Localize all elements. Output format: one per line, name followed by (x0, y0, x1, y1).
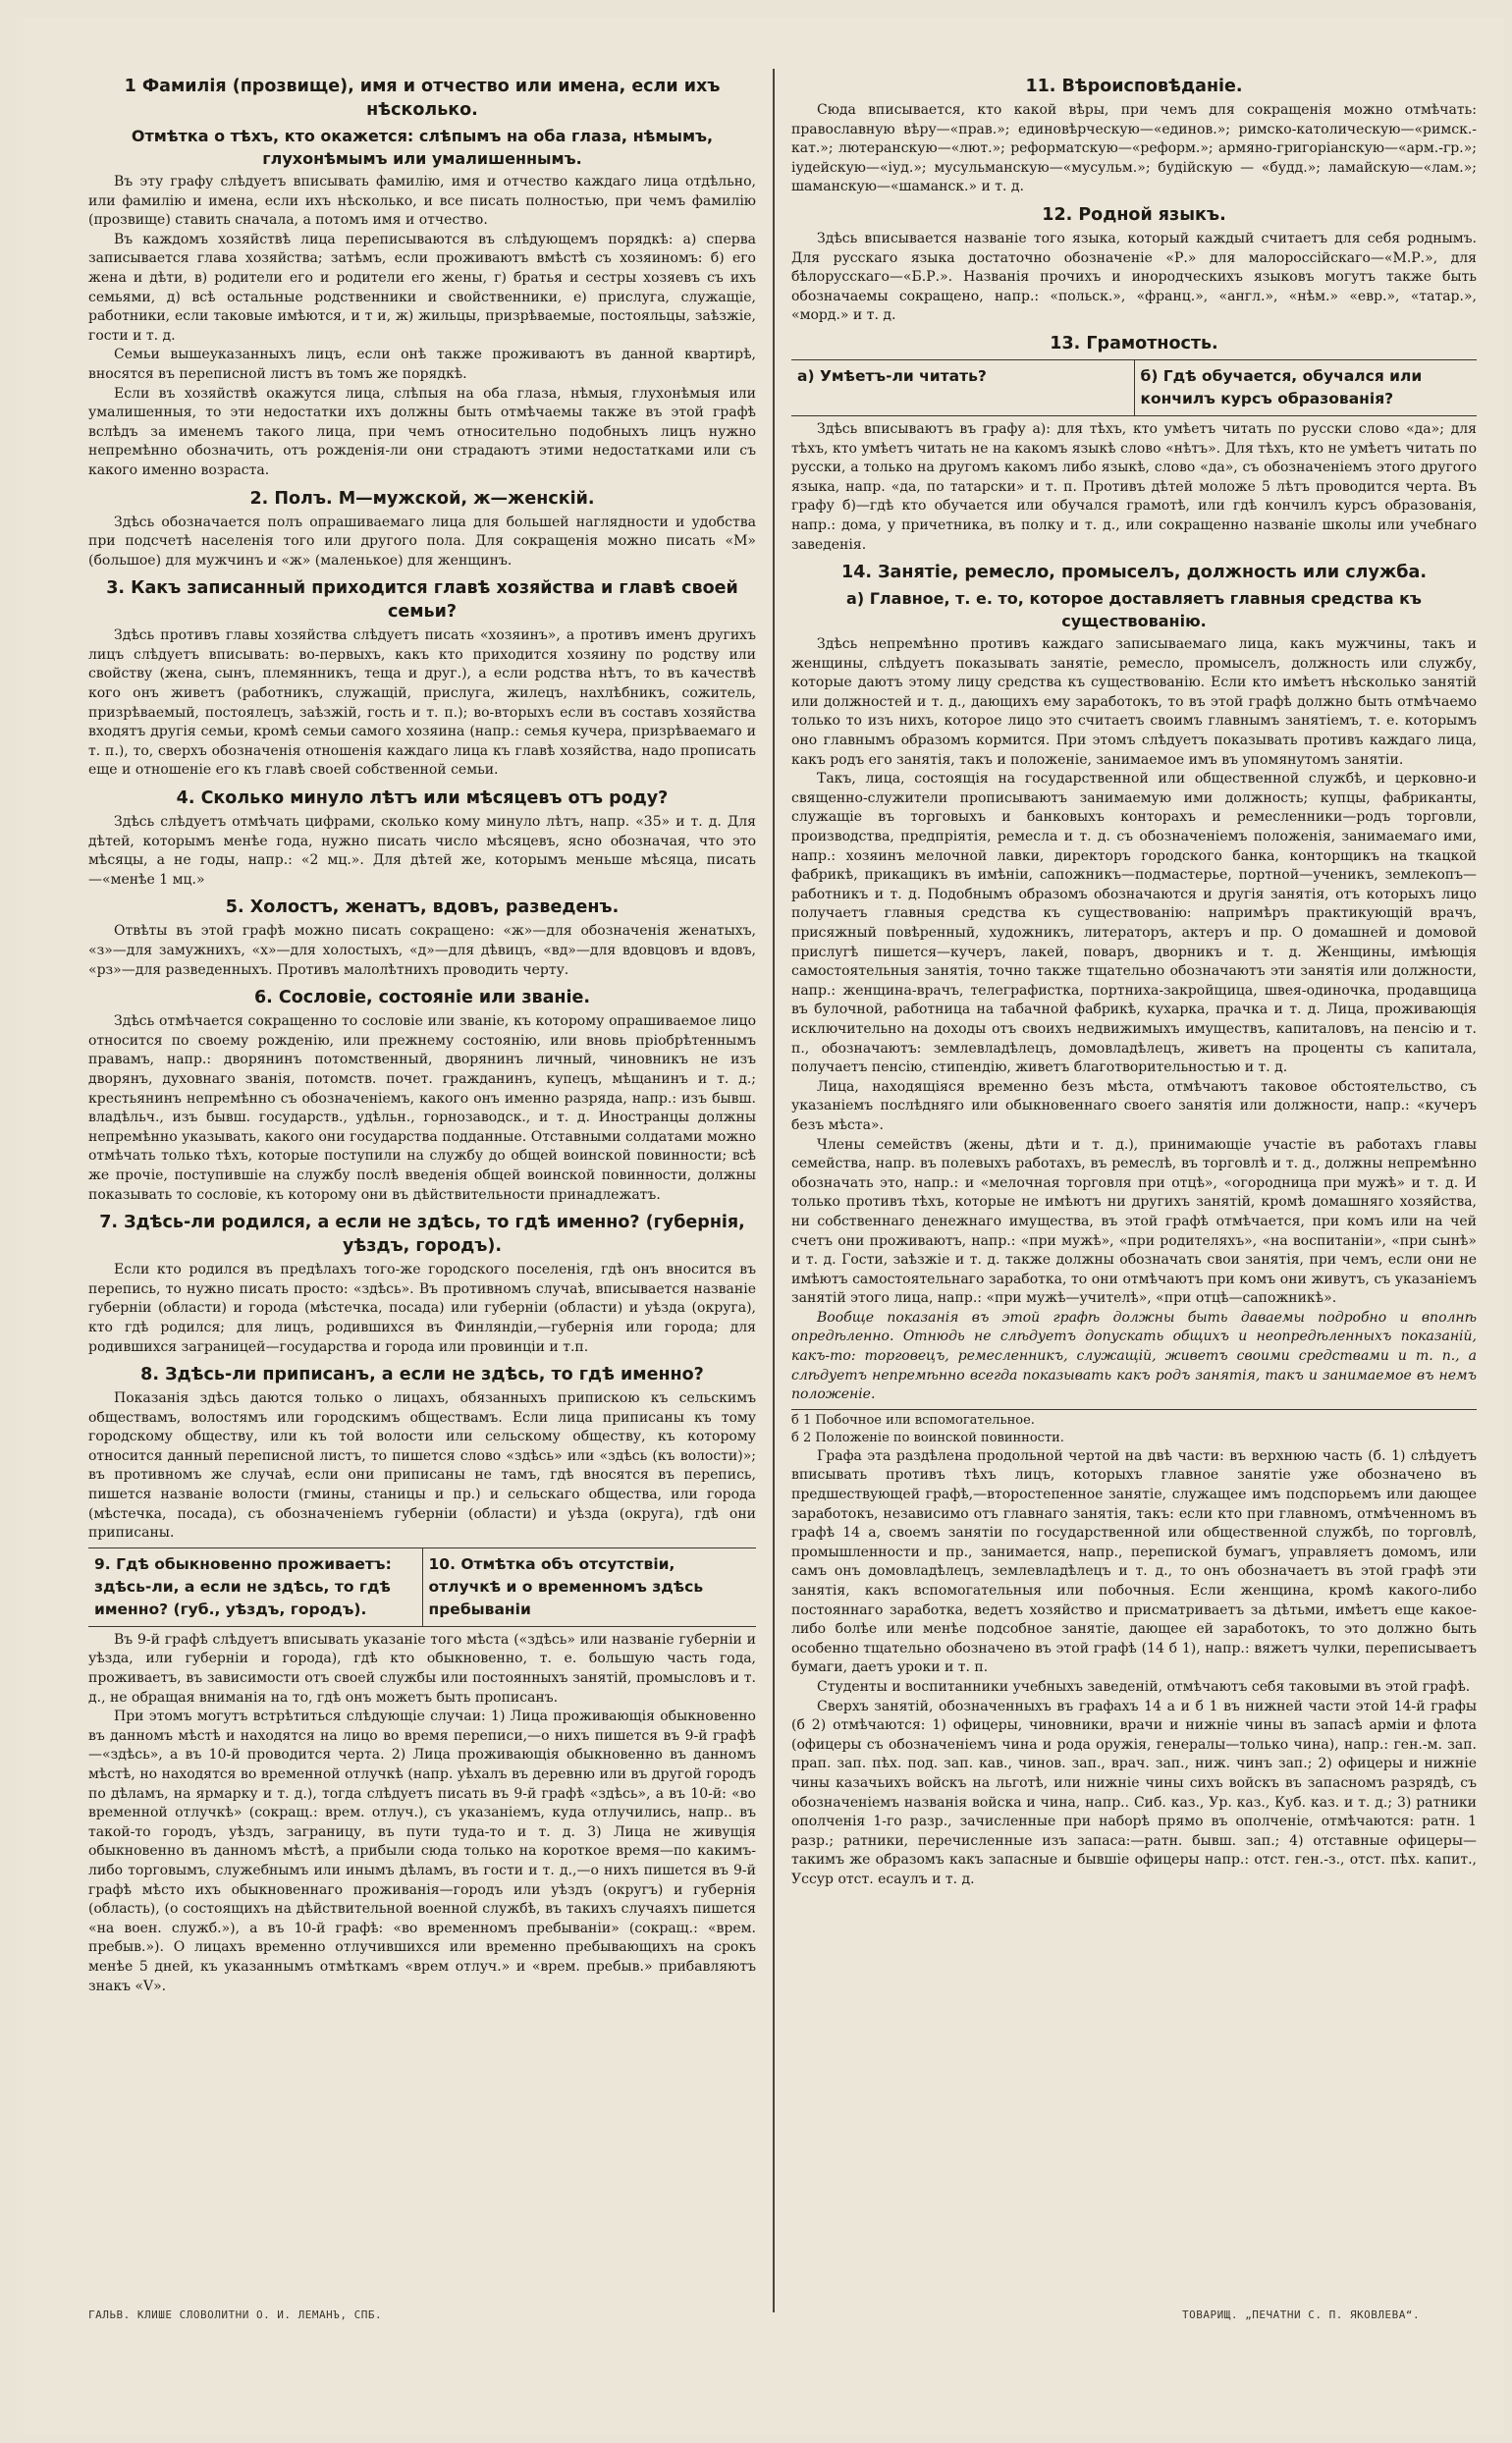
section-13b-title: б) Гдѣ обучается, обучался или кончилъ курсъ образованія? (1140, 366, 1423, 407)
section-1-paragraph: Семьи вышеуказанныхъ лицъ, если онѣ также проживаютъ въ данной квартирѣ, вносятся въ переписной листъ въ томъ же порядкѣ. (88, 347, 756, 382)
section-6-paragraph: Здѣсь отмѣчается сокращенно то сословіе или званіе, къ которому опрашиваемое лицо относится по своему рожденію, или прежнему состоянію, или вновь пріобрѣтеннымъ правамъ, напр.: дворянинъ потомственный, дворянинъ личный, чиновникъ не изъ дворянъ, духовнаго званія, потомств. почет. гражданинъ, купецъ, мѣщанинъ и т. д.; крестьянинъ непремѣнно съ обозначеніемъ, какого онъ именно разряда, напр.: изъ бывш. владѣльч., изъ бывш. государств., удѣльн., горнозаводск., и т. д. Иностранцы должны непремѣнно указывать, какого они государства подданные. Отставными солдатами можно отмѣчать только тѣхъ, которые поступили на службу до общей воинской повинности; всѣ же прочіе, поступившіе на службу послѣ введенія общей воинской повинности, должны показывать то сословіе, къ которому они въ дѣйствительности принадлежатъ. (88, 1013, 756, 1203)
section-11-title: 11. Вѣроисповѣданіе. (1025, 77, 1243, 96)
sections-9-10-header (88, 1547, 756, 1627)
section-1-title: 1 Фамилія (прозвище), имя и отчество или имена, если ихъ нѣсколько. (124, 77, 721, 120)
census-instruction-sheet (24, 18, 1504, 2435)
section-13-title: 13. Грамотность. (1050, 333, 1218, 353)
section-7-title: 7. Здѣсь-ли родился, а если не здѣсь, то гдѣ именно? (губернія, уѣздъ, городъ). (99, 1213, 745, 1257)
section-14b1-label: б 1 Побочное или вспомогательное. (791, 1409, 1477, 1430)
section-5-paragraph: Отвѣты въ этой графѣ можно писать сокращено: «ж»—для обозначенія женатыхъ, «з»—для замужнихъ, «х»—для холостыхъ, «д»—для дѣвицъ, «вд»—для вдовцовъ и вдовъ, «рз»—для разведенныхъ. Противъ малолѣтнихъ проводить черту. (88, 923, 756, 978)
section-2-paragraph: Здѣсь обозначается полъ опрашиваемаго лица для большей наглядности и удобства при подсчетѣ населенія того или другого пола. Для сокращенія можно писать «М» (большое) для мужчинъ и «ж» (маленькое) для женщинъ. (88, 514, 756, 569)
footer-printer: ТОВАРИЩ. „ПЕЧАТНИ С. П. ЯКОВЛЕВА“. (1182, 2308, 1421, 2321)
section-9-header-cell (88, 1548, 422, 1626)
section-9-paragraph: Въ 9-й графѣ слѣдуетъ вписывать указаніе того мѣста («здѣсь» или названіе губерніи и уѣзда, или губерніи и города), гдѣ кто обыкновенно, т. е. большую часть года, проживаетъ, въ зависимости отъ своей службы или постоянныхъ занятій, промысловъ и т. д., не обращая вниманія на то, гдѣ онъ можетъ быть прописанъ. (88, 1631, 756, 1706)
section-9-title: 9. Гдѣ обыкновенно проживаетъ: здѣсь-ли, а если не здѣсь, то гдѣ именно? (губ., уѣздъ, городъ). (94, 1554, 392, 1618)
column-divider (773, 69, 775, 2312)
section-12-title: 12. Родной языкъ. (1042, 204, 1226, 225)
section-2-title: 2. Полъ. М—мужской, ж—женскій. (249, 488, 595, 509)
section-13b-cell (1134, 360, 1478, 415)
section-6-title: 6. Сословіе, состояніе или званіе. (254, 988, 590, 1008)
section-1-subtitle: Отмѣтка о тѣхъ, кто окажется: слѣпымъ на оба глаза, нѣмымъ, глухонѣмымъ или умалишеннымъ. (131, 127, 714, 168)
section-13a-title: а) Умѣетъ-ли читать? (797, 366, 987, 385)
section-13-paragraph: Здѣсь вписываютъ въ графу а): для тѣхъ, кто умѣетъ читать по русски слово «да»; для тѣхъ, кто умѣетъ читать не на какомъ языкѣ слово «нѣтъ». Для тѣхъ, кто не умѣетъ читать по русски, а только на другомъ какомъ либо языкѣ, слово «да», съ обозначеніемъ этого другого языка, напр. «да, по татарски» и т. п. Противъ дѣтей моложе 5 лѣтъ проводится черта. Въ графу б)—гдѣ кто обучается или обучался грамотѣ, или гдѣ кончилъ курсъ образованія, напр.: дома, у причетника, въ полку и т. д., или сокращенно названіе школы или учебнаго заведенія. (791, 420, 1477, 553)
section-14-paragraph: Вообще показанія въ этой графѣ должны быть даваемы подробно и вполнѣ опредѣленно. Отнюдь не слѣдуетъ допускать общихъ и неопредѣленныхъ показаній, какъ-то: торговецъ, ремесленникъ, служащій, живетъ своими средствами и т. п., а слѣдуетъ непремѣнно всегда показывать какъ родъ занятія, такъ и занимаемое въ немъ положеніе. (791, 1309, 1477, 1403)
left-column (88, 69, 756, 2327)
footer-engraver: ГАЛЬВ. КЛИШЕ СЛОВОЛИТНИ О. И. ЛЕМАНЪ, СПБ. (88, 2308, 383, 2321)
section-4-title: 4. Сколько минуло лѣтъ или мѣсяцевъ отъ роду? (176, 788, 669, 809)
section-8-paragraph: Показанія здѣсь даются только о лицахъ, обязанныхъ припискою къ сельскимъ обществамъ, волостямъ или городскимъ обществамъ. Если лица приписаны къ тому городскому обществу, или къ той волости или сельскому обществу, къ которому относится данный переписной листъ, то пишется слово «здѣсь» или «здѣсь (къ волости)»; въ противномъ же случаѣ, если они приписаны не тамъ, гдѣ вносятся въ перепись, пишется названіе волости (гмины, станицы и пр.) и сельскаго общества, или города (мѣстечка, посада), съ обозначеніемъ губерніи (области) и уѣзда (округа), гдѣ они приписаны. (88, 1390, 756, 1542)
section-1-paragraph: Если въ хозяйствѣ окажутся лица, слѣпыя на оба глаза, нѣмыя, глухонѣмыя или умалишенныя, то эти недостатки ихъ должны быть отмѣчаемы также въ этой графѣ вслѣдъ за именемъ такого лица, при чемъ относительно подобныхъ лицъ нужно непремѣнно обозначить, отъ рожденія-ли они страдаютъ этими недостатками или съ какого именно возраста. (88, 385, 756, 478)
section-11-paragraph: Сюда вписывается, кто какой вѣры, при чемъ для сокращенія можно отмѣчать: православную вѣру—«прав.»; единовѣрческую—«единов.»; римско-католическую—«римск.-кат.»; лютеранскую—«лют.»; реформатскую—«реформ.»; армяно-григоріанскую—«арм.-гр.»; іудейскую—«іуд.»; мусульманскую—«мусульм.»; будійскую — «будд.»; ламайскую—«лам.»; шаманскую—«шаманск.» и т. д. (791, 102, 1477, 195)
section-14-paragraph: Такъ, лица, состоящія на государственной или общественной службѣ, и церковно-и священно-служители прописываютъ занимаемую ими должность; купцы, фабриканты, служащіе въ торговыхъ и банковыхъ конторахъ и ремесленники—родъ торговли, производства, предпріятія, ремесла и т. д. съ обозначеніемъ положенія, занимаемаго ими, напр.: хозяинъ мелочной лавки, директоръ городского банка, конторщикъ на ткацкой фабрикѣ, прикащикъ въ имѣніи, сапожникъ—подмастерье, портной—ученикъ, землекопъ—работникъ и т. д. Подобнымъ образомъ обозначаются и другія занятія, отъ которыхъ лицо получаетъ главныя средства къ существованію: напримѣръ практикующій врачъ, присяжный повѣренный, художникъ, литераторъ, актеръ и пр. О домашней и домовой прислугѣ пишется—кучеръ, лакей, поваръ, дворникъ и т. д. Женщины, имѣющія самостоятельныя занятія, точно также тщательно обозначаютъ эти занятія или должности, напр.: женщина-врачъ, телеграфистка, портниха-закройщица, швея-одиночка, продавщица въ булочной, работница на табачной фабрикѣ, кухарка, прачка и т. д. Лица, проживающія исключительно на доходы отъ своихъ недвижимыхъ имуществъ, капиталовъ, на пенсію и т. п., обозначаютъ: землевладѣлецъ, домовладѣлецъ, живетъ на проценты съ капитала, получаетъ пенсію, стипендію, живетъ благотворительностью и т. д. (791, 771, 1477, 1076)
section-4-paragraph: Здѣсь слѣдуетъ отмѣчать цифрами, сколько кому минуло лѣтъ, напр. «35» и т. д. Для дѣтей, которымъ менѣе года, нужно писать число мѣсяцевъ, ясно обозначая, что это мѣсяцы, а не годы, напр.: «2 мц.». Для дѣтей же, которымъ меньше мѣсяца, писать—«менѣе 1 мц.» (88, 814, 756, 888)
section-14a-subtitle: а) Главное, т. е. то, которое доставляетъ главныя средства къ существованію. (846, 589, 1422, 631)
section-1-paragraph: Въ каждомъ хозяйствѣ лица переписываются въ слѣдующемъ порядкѣ: а) сперва записывается глава хозяйства; затѣмъ, если проживаютъ вмѣстѣ съ хозяиномъ: б) его жена и дѣти, в) родители его и родители его жены, г) братья и сестры хозяевъ съ ихъ семьями, д) всѣ остальные родственники и свойственники, е) прислуга, служащіе, работники, если таковые имѣются, и т и, ж) жильцы, призрѣваемые, постояльцы, заѣзжіе, гости и т. д. (88, 231, 756, 344)
section-14-paragraph: Графа эта раздѣлена продольной чертой на двѣ части: въ верхнюю часть (б. 1) слѣдуетъ вписывать противъ тѣхъ лицъ, которыхъ главное занятіе уже обозначено въ предшествующей графѣ,—второстепенное занятіе, служащее имъ подспорьемъ или дающее заработокъ, независимо отъ главнаго занятія, такъ: если кто при главномъ, отмѣченномъ въ графѣ 14 а, своемъ занятіи по государственной или общественной службѣ, по торговлѣ, промышленности и пр., занимается, напр., перепиской бумагъ, управляетъ домомъ, или самъ онъ домовладѣлецъ, землевладѣлецъ и т. д., то онъ обозначаетъ въ этой графѣ эти занятія, какъ вспомогательныя или побочныя. Если женщина, кромѣ какого-либо постояннаго заработка, ведетъ хозяйство и присматриваетъ за дѣтьми, имѣетъ еще какое-либо болѣе или менѣе подсобное занятіе, дающее ей заработокъ, то это должно быть особенно тщательно обозначено въ этой графѣ (14 б 1), напр.: вяжетъ чулки, переписываетъ бумаги, даетъ уроки и т. п. (791, 1447, 1477, 1676)
section-7-paragraph: Если кто родился въ предѣлахъ того-же городского поселенія, гдѣ онъ вносится въ перепись, то нужно писать просто: «здѣсь». Въ противномъ случаѣ, вписывается названіе губерніи (области) и города (мѣстечка, посада) или губерніи (области) и уѣзда (округа), кто гдѣ родился; для лицъ, родившихся въ Финляндіи,—губернія или города; для родившихся заграницей—государства и города или провинціи и т.п. (88, 1262, 756, 1355)
section-14-paragraph: Здѣсь непремѣнно противъ каждаго записываемаго лица, какъ мужчины, такъ и женщины, слѣдуетъ показывать занятіе, ремесло, промыселъ, должность или службу, которые даютъ этому лицу средства къ существованію. Если кто имѣетъ нѣсколько занятій или должностей и т. д., дающихъ ему заработокъ, то въ этой графѣ должно быть отмѣчаемо только то изъ нихъ, которое лицо это считаетъ своимъ главнымъ занятіемъ, т. е. которымъ оно главнымъ образомъ кормится. При этомъ слѣдуетъ показывать противъ каждаго лица, какъ родъ его занятія, такъ и положеніе, занимаемое имъ въ упомянутомъ занятіи. (791, 636, 1477, 768)
section-3-paragraph: Здѣсь противъ главы хозяйства слѣдуетъ писать «хозяинъ», а противъ именъ другихъ лицъ слѣдуетъ вписывать: во-первыхъ, какъ кто приходится хозяину по родству или свойству (жена, сынъ, племянникъ, теща и друг.), а если родства нѣтъ, то въ качествѣ кого онъ живетъ (работникъ, служащій, прислуга, жилецъ, нахлѣбникъ, сожитель, призрѣваемый, постоялецъ, заѣзжій, гость и т. п.); во-вторыхъ если въ составъ хозяйства входятъ другія семьи, кромѣ семьи самого хозяина (напр.: семья кучера, призрѣваемаго и т. п.), то, сверхъ обозначенія отношенія каждаго лица къ главѣ хозяйства, надо прописать еще и отношеніе его къ главѣ своей собственной семьи. (88, 627, 756, 779)
section-1-paragraph: Въ эту графу слѣдуетъ вписывать фамилію, имя и отчество каждаго лица отдѣльно, или фамилію и имена, если ихъ нѣсколько, и все писать полностью, при чемъ фамилію (прозвище) ставить сначала, а потомъ имя и отчество. (88, 174, 756, 229)
section-3-title: 3. Какъ записанный приходится главѣ хозяйства и главѣ своей семьи? (106, 578, 738, 623)
section-14-paragraph: Члены семействъ (жены, дѣти и т. д.), принимающіе участіе въ работахъ главы семейства, напр. въ полевыхъ работахъ, въ ремеслѣ, въ торговлѣ и т. д., должны непремѣнно обозначать это, напр.: и «мелочная торговля при отцѣ», «огородница при мужѣ» и т. д. И только противъ тѣхъ, которые не имѣютъ ни другихъ занятій, кромѣ домашняго хозяйства, ни собственнаго денежнаго имущества, въ этой графѣ отмѣчается, при комъ или на чей счетъ они проживаютъ, напр.: «при мужѣ», «при родителяхъ», «на воспитаніи», «при сынѣ» и т. д. Гости, заѣзжіе и т. д. также должны обозначать свои занятія, при чемъ, если они не имѣютъ самостоятельнаго заработка, то они отмѣчаютъ при комъ они живутъ, съ указаніемъ занятій этого лица, напр.: «при мужѣ—учителѣ», «при отцѣ—сапожникѣ». (791, 1136, 1477, 1307)
section-13-subheader (791, 359, 1477, 416)
section-13a-cell (791, 360, 1134, 415)
section-5-title: 5. Холостъ, женатъ, вдовъ, разведенъ. (225, 897, 620, 918)
section-9-paragraph: При этомъ могутъ встрѣтиться слѣдующіе случаи: 1) Лица проживающія обыкновенно въ данномъ мѣстѣ и находятся на лицо во время переписи,—о нихъ пишется въ 9-й графѣ—«здѣсь», а въ 10-й проводится черта. 2) Лица проживающія обыкновенно въ данномъ мѣстѣ, но находятся во временной отлучкѣ (напр. уѣхалъ въ деревню или въ другой городъ по дѣламъ, на ярмарку и т. д.), тогда слѣдуетъ писать въ 9-й графѣ «здѣсь», а въ 10-й: «во временной отлучкѣ» (сокращ.: врем. отлуч.), съ указаніемъ, куда отлучились, напр.. въ такой-то городъ, уѣздъ, заграницу, въ пути туда-то и т. д. 3) Лица не живущія обыкновенно въ данномъ мѣстѣ, а прибыли сюда только на короткое время—по какимъ-либо торговымъ, служебнымъ или инымъ дѣламъ, въ гости и т. д.,—о нихъ пишется въ 9-й графѣ мѣсто ихъ обыкновеннаго проживанія—городъ или уѣздъ (округъ) и губернія (область), (о состоящихъ на дѣйствительной военной службѣ, въ такихъ случаяхъ пишется «на воен. служб.»), а въ 10-й графѣ: «во временномъ пребываніи» (сокращ.: «врем. пребыв.»). О лицахъ временно отлучившихся или временно пребывающихъ на срокъ менѣе 5 дней, къ указаннымъ отмѣткамъ «врем отлуч.» и «врем. пребыв.» прибавляютъ знакъ «V». (88, 1709, 756, 1994)
section-14-paragraph: Студенты и воспитанники учебныхъ заведеній, отмѣчаютъ себя таковыми въ этой графѣ. (817, 1678, 1471, 1695)
section-14-paragraph: Лица, находящіяся временно безъ мѣста, отмѣчаютъ таковое обстоятельство, съ указаніемъ послѣдняго или обыкновеннаго своего занятія или должности, напр.: «кучеръ безъ мѣста». (791, 1078, 1477, 1133)
section-14b2-label: б 2 Положеніе по воинской повинности. (791, 1430, 1064, 1445)
section-14-title: 14. Занятіе, ремесло, промыселъ, должность или служба. (841, 563, 1427, 583)
section-10-title: 10. Отмѣтка объ отсутствіи, отлучкѣ и о временномъ здѣсь пребываніи (428, 1554, 704, 1618)
right-column (791, 69, 1477, 2327)
section-8-title: 8. Здѣсь-ли приписанъ, а если не здѣсь, то гдѣ именно? (140, 1365, 704, 1385)
section-14-paragraph: Сверхъ занятій, обозначенныхъ въ графахъ 14 а и б 1 въ нижней части этой 14-й графы (б 2) отмѣчаются: 1) офицеры, чиновники, врачи и нижніе чины въ запасѣ арміи и флота (офицеры съ обозначеніемъ чина и рода оружія, генералы—только чина), напр.: ген.-м. зап. прап. зап. пѣх. под. зап. кав., чинов. зап., врач. зап., ниж. чинъ зап.; 2) офицеры и нижніе чины казачьихъ войскъ на льготѣ, или нижніе чины сихъ войскъ въ запасномъ разрядѣ, съ обозначеніемъ названія войска и чина, напр.. Сиб. каз., Ур. каз., Куб. каз. и т. д.; 3) ратники ополченія 1-го разр., зачисленные при наборѣ прямо въ ополченіе, отмѣчаются: ратн. 1 разр.; ратники, перечисленные изъ запаса:—ратн. бывш. зап.; 4) отставные офицеры—такимъ же образомъ какъ запасные и бывшіе офицеры напр.: отст. ген.-з., отст. пѣх. капит., Уссур отст. есаулъ и т. д. (791, 1698, 1477, 1887)
section-12-paragraph: Здѣсь вписывается названіе того языка, который каждый считаетъ для себя роднымъ. Для русскаго языка достаточно обозначеніе «Р.» для малороссійскаго—«М.Р.», для бѣлорусскаго—«Б.Р.». Названія прочихъ и инородческихъ языковъ могутъ также быть обозначаемы сокращено, напр.: «польск.», «франц.», «англ.», «нѣм.» «евр.», «татар.», «морд.» и т. д. (791, 230, 1477, 324)
section-10-header-cell (422, 1548, 757, 1626)
